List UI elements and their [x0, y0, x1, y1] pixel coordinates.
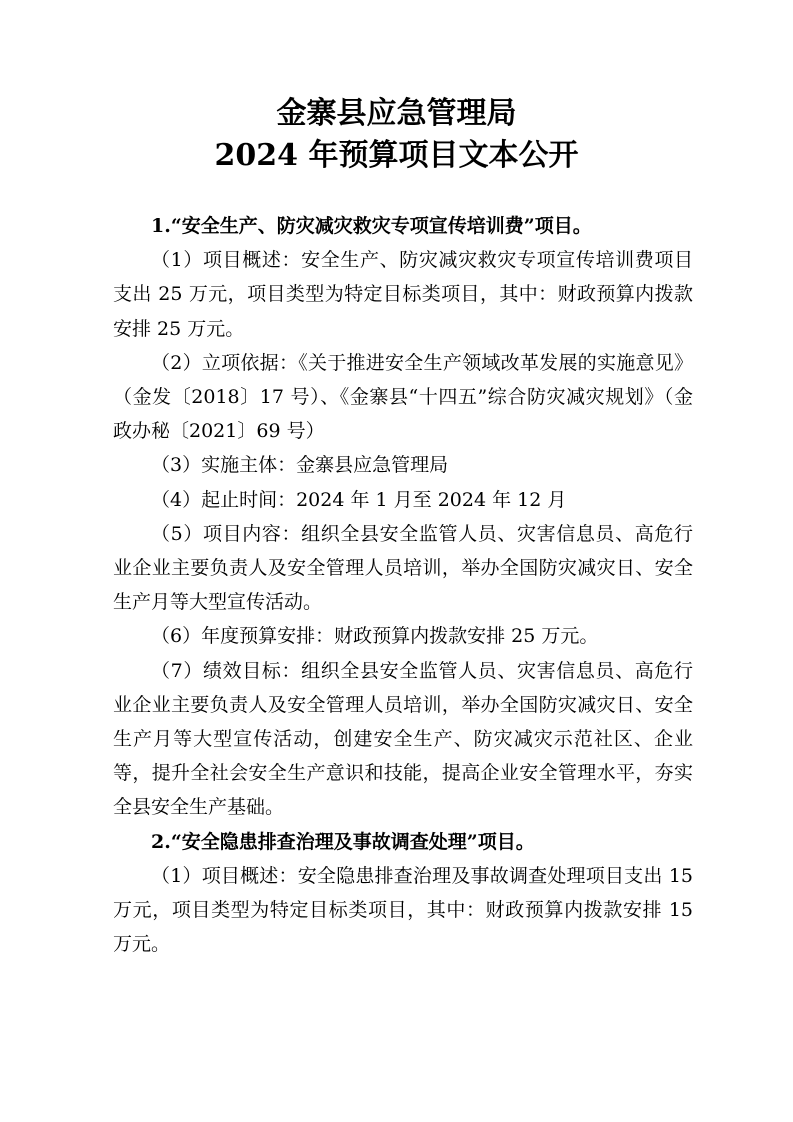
section-1-overview: （1）项目概述：安全生产、防灾减灾救灾专项宣传培训费项目支出 25 万元，项目类型为特定目标类项目，其中：财政预算内拨款安排 25 万元。: [113, 249, 693, 340]
document-title-line2: 2024 年预算项目文本公开: [214, 138, 579, 173]
section-1-implementer: （3）实施主体：金寨县应急管理局: [151, 454, 449, 477]
section-1-goals: （7）绩效目标：组织全县安全监管人员、灾害信息员、高危行业企业主要负责人及安全管理人员培训，举办全国防灾减灾日、安全生产月等大型宣传活动，创建安全生产、防灾减灾示范社区、企业等，提升全社会安全生产意识和技能，提高企业安全管理水平，夯实全县安全生产基础。: [113, 659, 693, 819]
section-1-budget: （6）年度预算安排：财政预算内拨款安排 25 万元。: [151, 625, 599, 648]
section-1-basis: （2）立项依据：《关于推进安全生产领域改革发展的实施意见》（金发〔2018〕17 号）、《金寨县“十四五”综合防灾减灾规划》（金政办秘〔2021〕69 号）: [113, 351, 693, 443]
document-title-line1: 金寨县应急管理局: [276, 96, 517, 131]
section-1-heading: 1.“安全生产、防灾减灾救灾专项宣传培训费”项目。: [151, 215, 592, 237]
document-body: [113, 209, 693, 961]
section-1-period: （4）起止时间：2024 年 1 月至 2024 年 12 月: [151, 488, 567, 511]
section-2-heading: 2.“安全隐患排查治理及事故调查处理”项目。: [151, 830, 535, 853]
section-1-content: （5）项目内容：组织全县安全监管人员、灾害信息员、高危行业企业主要负责人及安全管理人员培训，举办全国防灾减灾日、安全生产月等大型宣传活动。: [113, 522, 693, 614]
section-2-overview: （1）项目概述：安全隐患排查治理及事故调查处理项目支出 15 万元，项目类型为特定目标类项目，其中：财政预算内拨款安排 15 万元。: [113, 864, 693, 956]
